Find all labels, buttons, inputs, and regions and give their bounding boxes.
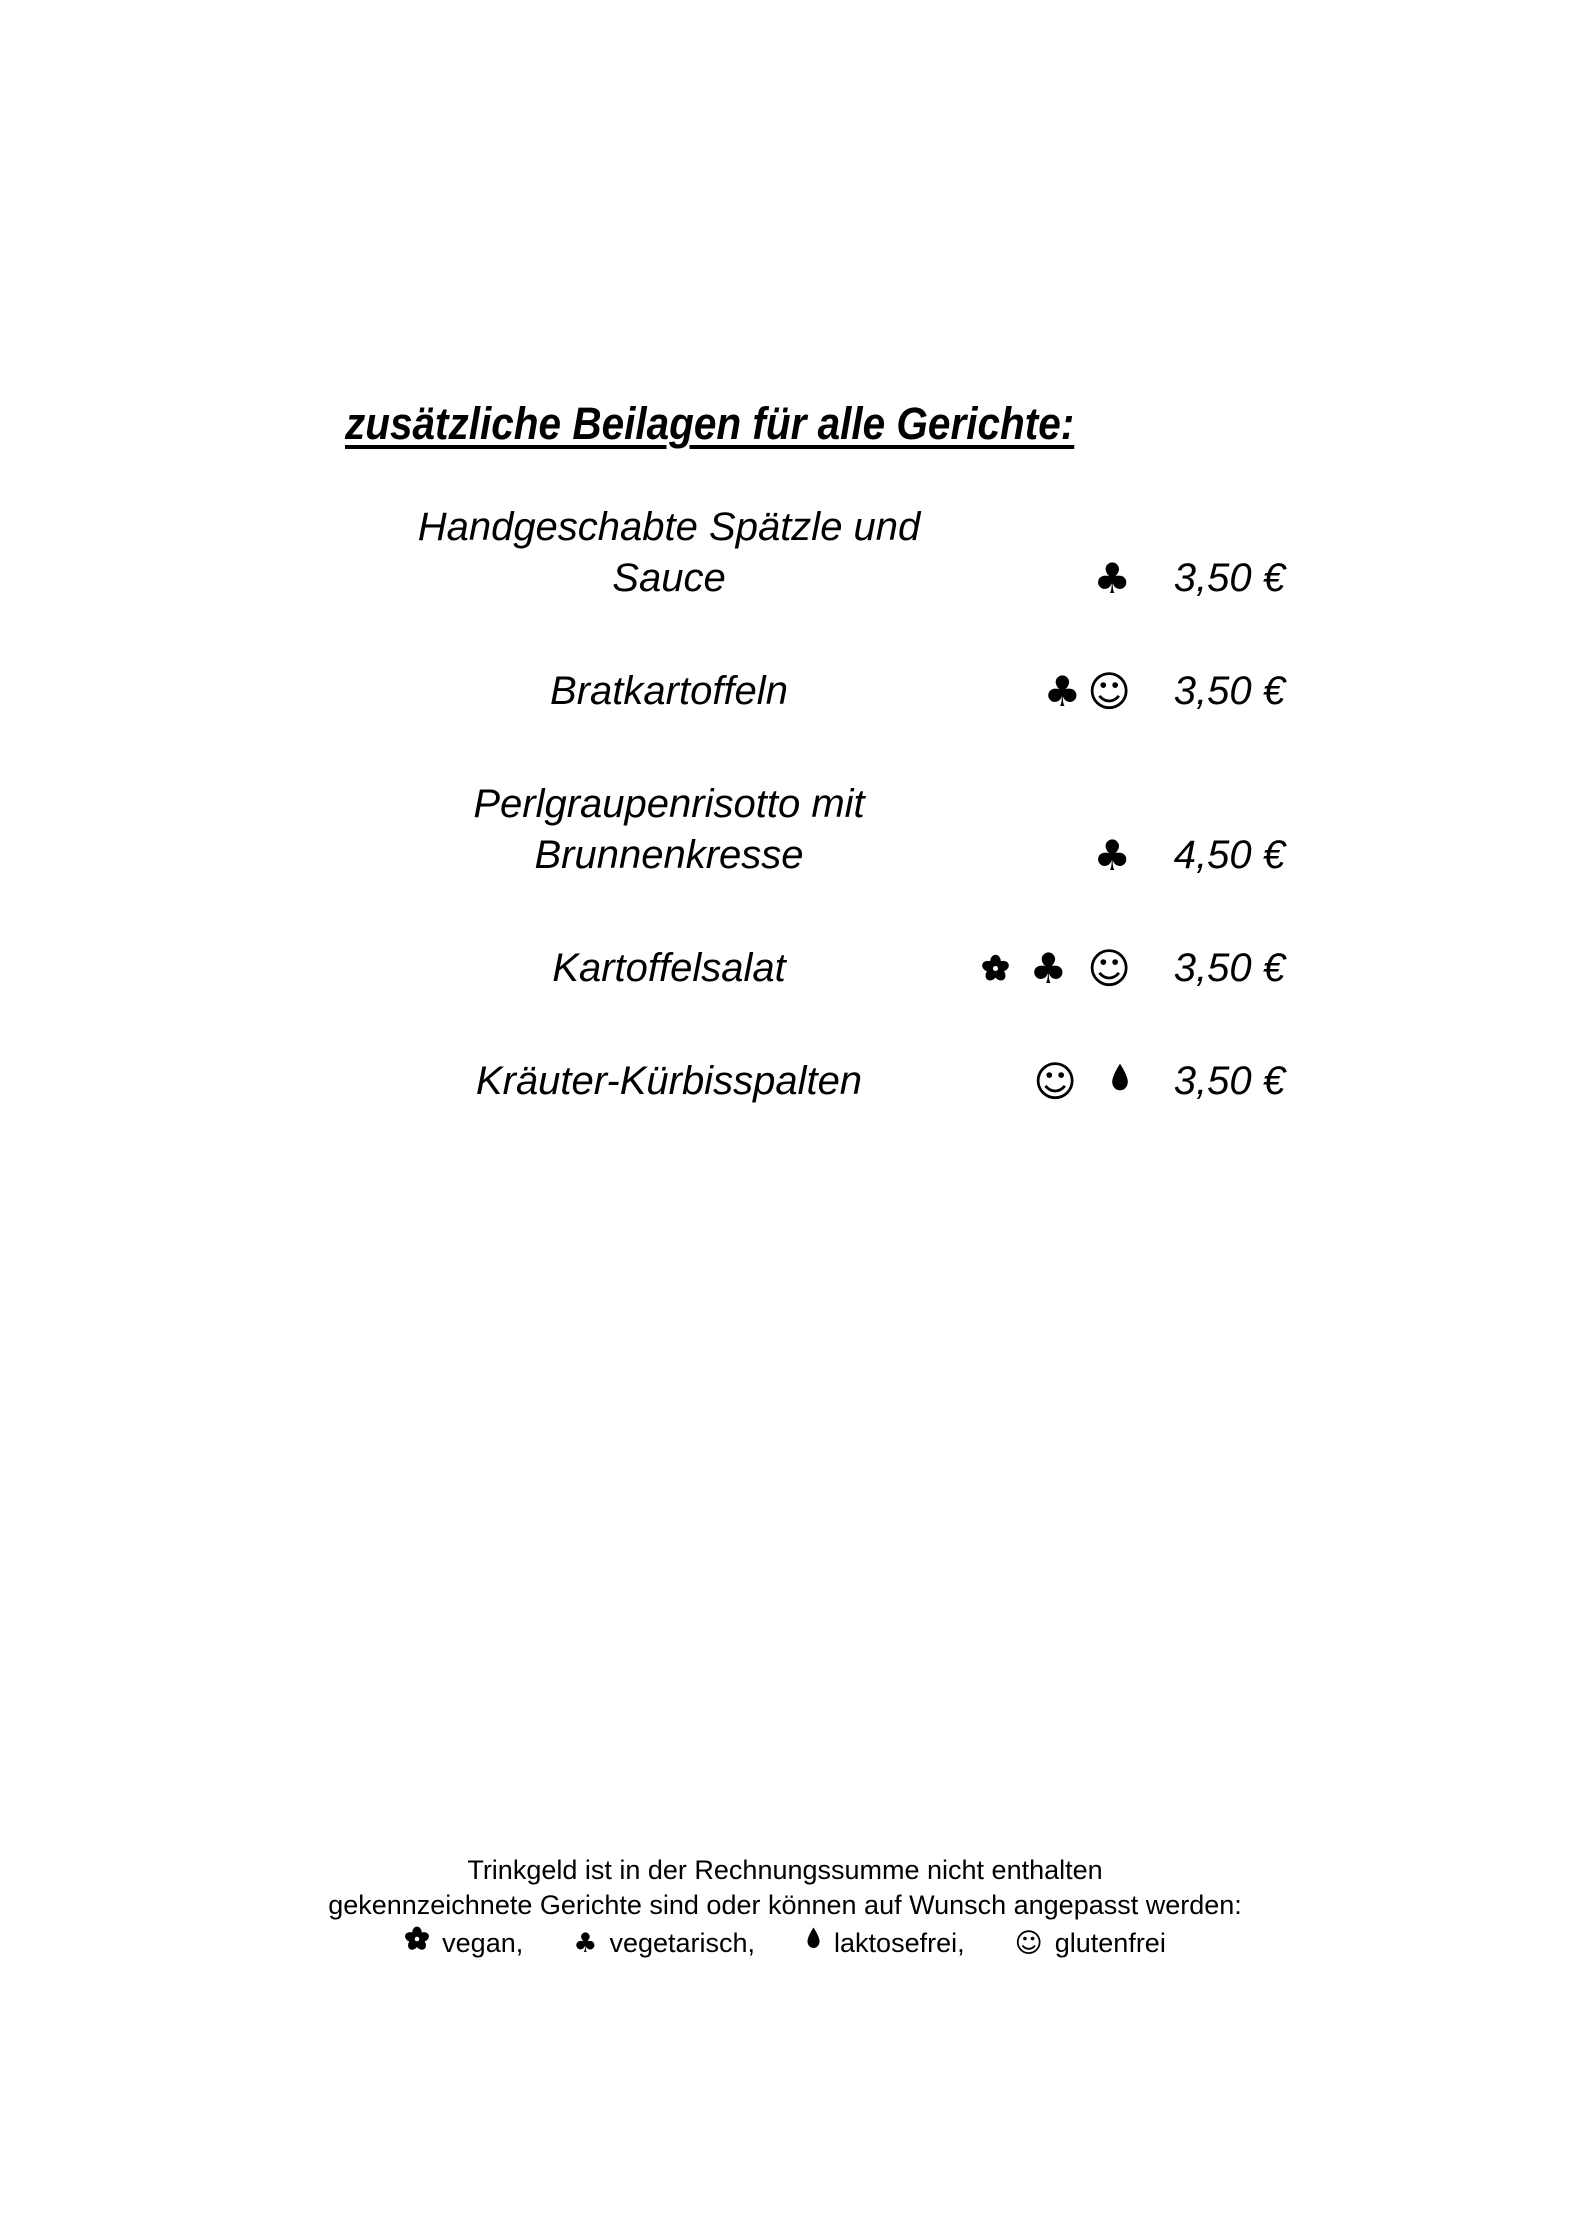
- item-name-line: Perlgraupenrisotto mit: [473, 782, 865, 826]
- footer: [0, 1853, 1570, 1961]
- item-name-line: Sauce: [612, 556, 726, 600]
- gluten-free-smiley-icon: ☺: [1087, 667, 1131, 716]
- item-price: 3,50 €: [1173, 1059, 1285, 1103]
- item-price: 3,50 €: [1173, 669, 1285, 713]
- item-name: [345, 1056, 993, 1107]
- item-symbols: [993, 1056, 1131, 1107]
- legend-intro: gekennzeichnete Gerichte sind oder können auf Wunsch angepasst werden:: [328, 1890, 1242, 1920]
- legend-entry: [1015, 1926, 1166, 1961]
- symbol-legend: [0, 1925, 1570, 1961]
- menu-item: [345, 943, 1285, 994]
- item-price: 4,50 €: [1173, 833, 1285, 877]
- item-price: 3,50 €: [1173, 946, 1285, 990]
- item-symbols: [993, 666, 1131, 717]
- gluten-free-smiley-icon: ☺: [1014, 1928, 1043, 1959]
- item-symbols: [993, 830, 1131, 881]
- item-name: [345, 943, 993, 994]
- legend-label: glutenfrei: [1054, 1928, 1166, 1958]
- item-name-line: Bratkartoffeln: [550, 669, 788, 713]
- vegan-flower-icon: [404, 1926, 430, 1952]
- lactose-free-droplet-icon: [805, 1925, 822, 1952]
- item-price: 3,50 €: [1173, 556, 1285, 600]
- menu-item: [345, 779, 1285, 881]
- page-title: zusätzliche Beilagen für alle Gerichte:: [345, 398, 1075, 449]
- menu-list: [345, 502, 1285, 1169]
- item-name: [345, 502, 993, 604]
- tip-note: Trinkgeld ist in der Rechnungssumme nicht enthalten: [467, 1855, 1103, 1885]
- vegetarian-club-icon: ♣: [1093, 831, 1131, 880]
- menu-item: [345, 666, 1285, 717]
- legend-entry: [404, 1926, 523, 1961]
- legend-entry: [573, 1926, 755, 1961]
- item-symbols: [993, 553, 1131, 604]
- item-symbols: [993, 943, 1131, 994]
- item-name: [345, 666, 993, 717]
- menu-item: [345, 502, 1285, 604]
- item-name: [345, 779, 993, 881]
- vegetarian-club-icon: ♣: [1043, 667, 1082, 716]
- vegan-flower-icon: [981, 954, 1010, 983]
- gluten-free-smiley-icon: ☺: [1087, 944, 1131, 993]
- legend-label: vegan,: [442, 1928, 524, 1958]
- menu-item: [345, 1056, 1285, 1107]
- legend-label: vegetarisch,: [609, 1928, 756, 1958]
- item-name-line: Handgeschabte Spätzle und: [417, 505, 921, 549]
- gluten-free-smiley-icon: ☺: [1033, 1057, 1077, 1106]
- item-name-line: Kräuter-Kürbisspalten: [475, 1059, 863, 1103]
- lactose-free-droplet-icon: [1109, 1060, 1131, 1096]
- item-name-line: Brunnenkresse: [534, 833, 804, 877]
- item-name-line: Kartoffelsalat: [552, 946, 786, 990]
- vegetarian-club-icon: ♣: [1093, 554, 1131, 603]
- vegetarian-club-icon: ♣: [1029, 944, 1068, 993]
- legend-label: laktosefrei,: [834, 1928, 965, 1958]
- legend-entry: [805, 1925, 965, 1961]
- vegetarian-club-icon: ♣: [573, 1928, 598, 1959]
